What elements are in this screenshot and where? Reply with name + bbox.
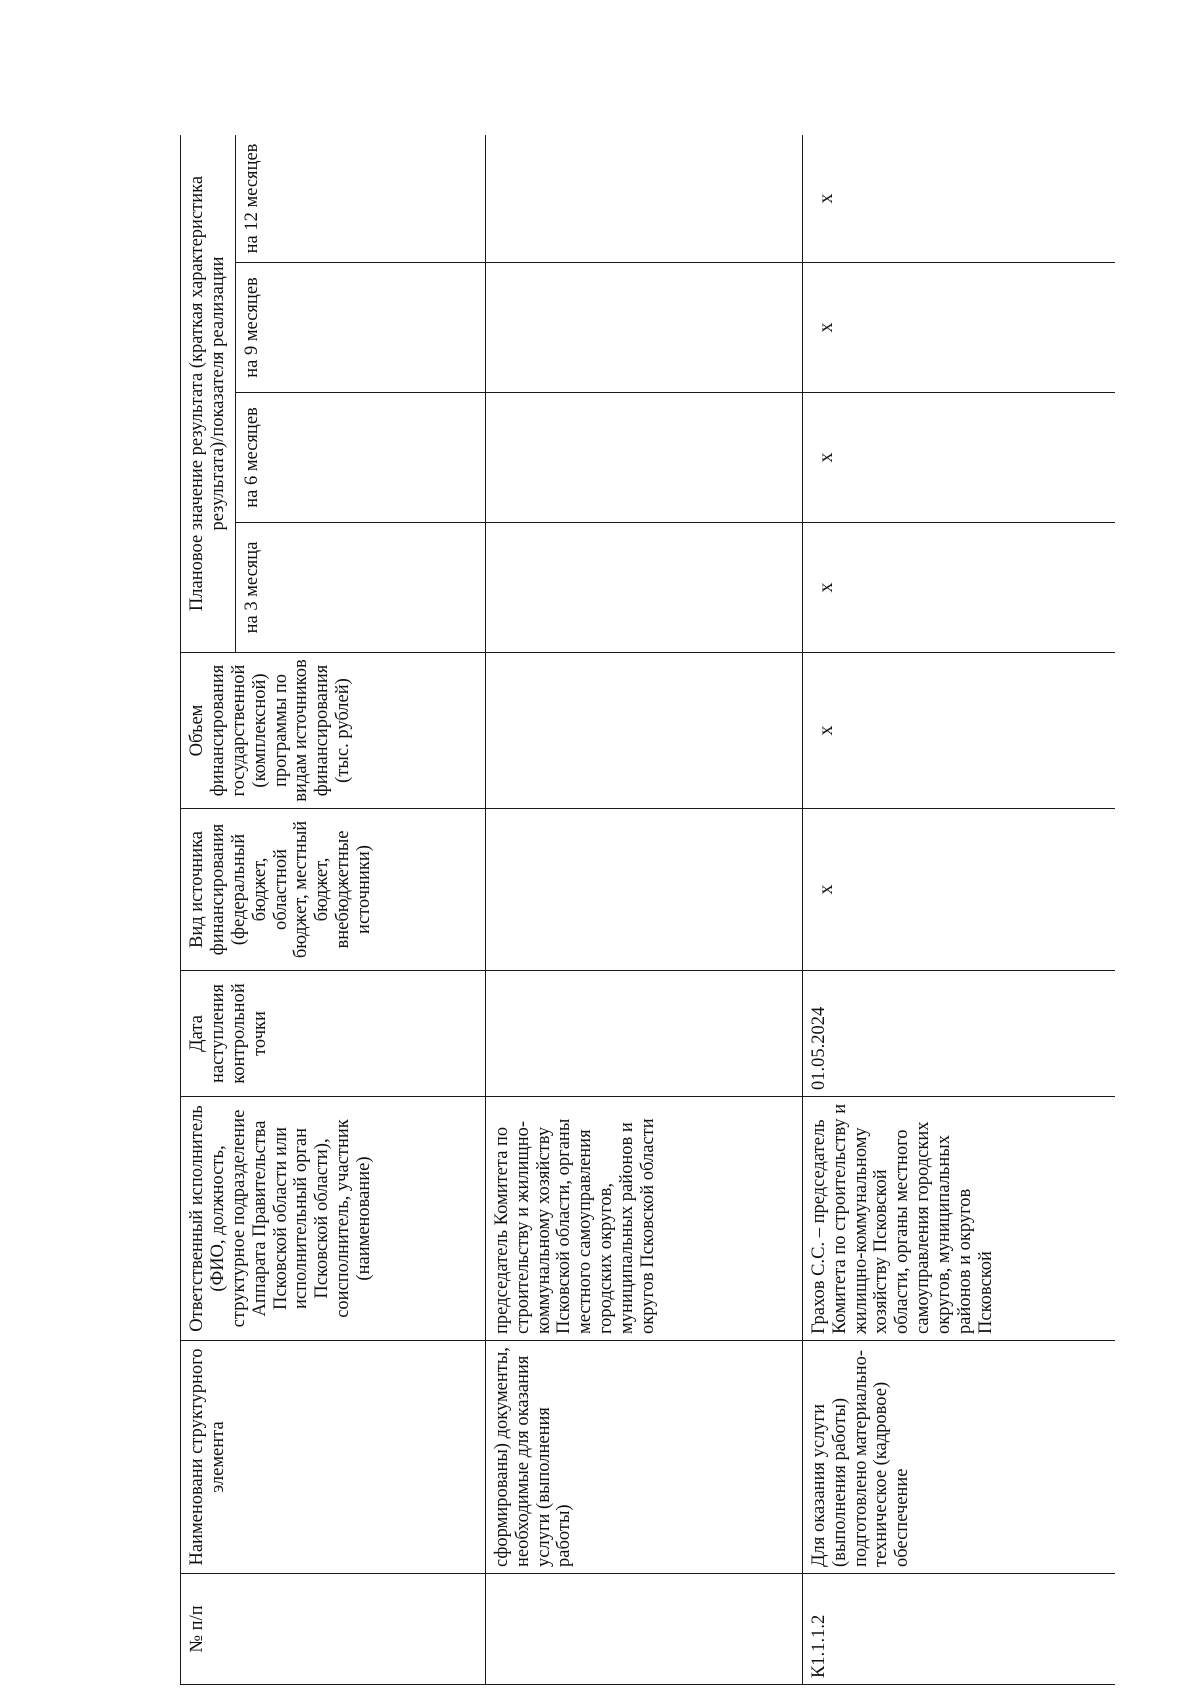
- row2-volume-text: х: [814, 725, 837, 736]
- row1-source: [485, 809, 802, 971]
- row1-name: [485, 1341, 802, 1574]
- header-date-text: Дата наступления контрольной точки: [187, 983, 270, 1084]
- header-m9: [235, 263, 485, 393]
- header-m3: [235, 523, 485, 653]
- rotated-table-content: [180, 135, 1115, 1685]
- row2-m12: [802, 135, 1115, 263]
- header-plan: [181, 135, 236, 653]
- header-responsible-text: Ответственный исполнитель (ФИО, должность, структурное подразделение Аппарата Правительства Псковской области или исполнительный орган Псковской области), соисполнитель, участник (наименование): [187, 1105, 375, 1332]
- rotated-table-frame: [180, 135, 1115, 1685]
- header-name: [181, 1341, 486, 1574]
- control-points-table: [180, 135, 1115, 1685]
- row2-date-text: 01.05.2024: [808, 1006, 829, 1090]
- table-row: [802, 135, 1115, 1685]
- row1-m3: [485, 523, 802, 653]
- row2-responsible-text: Грахов С.С. – председатель Комитета по строительству и жилищно-коммунальному хозяйству Псковской области, органы местного самоуправления городских округов, муниципальных районов и округов Псковской: [808, 1103, 996, 1334]
- row1-m6: [485, 393, 802, 523]
- header-m9-text: на 9 месяцев: [241, 277, 262, 378]
- row1-date: [485, 971, 802, 1097]
- header-row-top: [181, 135, 236, 1685]
- row1-num: [485, 1574, 802, 1685]
- row1-m9: [485, 263, 802, 393]
- header-source: [181, 809, 486, 971]
- header-source-text: Вид источника финансирования (федеральный бюджет, областной бюджет, местный бюджет, внебюджетные источники): [187, 820, 375, 959]
- header-responsible: [181, 1097, 486, 1341]
- row2-m12-text: х: [814, 193, 837, 204]
- header-volume-text: Объем финансирования государственной (комплексной) программы по видам источников финансирования (тыс. рублей): [187, 659, 354, 802]
- header-plan-text: Плановое значение результата (краткая характеристика результата)/показателя реализации: [187, 175, 228, 612]
- row1-m12: [485, 135, 802, 263]
- header-m12-text: на 12 месяцев: [241, 143, 262, 254]
- row2-m6: [802, 393, 1115, 523]
- row2-source-text: х: [814, 884, 837, 895]
- header-m6-text: на 6 месяцев: [241, 407, 262, 508]
- header-m3-text: на 3 месяца: [241, 541, 262, 634]
- row2-date: [802, 971, 1115, 1097]
- row2-m9: [802, 263, 1115, 393]
- header-m12: [235, 135, 485, 263]
- row1-responsible-text: председатель Комитета по строительству и жилищно-коммунальному хозяйству Псковской области, органы местного самоуправления городских округов, муниципальных районов и округов Псковской области: [491, 1118, 659, 1334]
- row2-source: [802, 809, 1115, 971]
- header-name-text: Наименовани структурного элемента: [187, 1348, 228, 1566]
- header-num-text: № п/п: [187, 1605, 207, 1653]
- row1-responsible: [485, 1097, 802, 1341]
- row2-num-text: К1.1.1.2: [808, 1614, 829, 1678]
- header-m6: [235, 393, 485, 523]
- row2-name: [802, 1341, 1115, 1574]
- row2-responsible: [802, 1097, 1115, 1341]
- row2-m6-text: х: [814, 452, 837, 463]
- row2-name-text: Для оказания услуги (выполнения работы) подготовлено материально-техническое (кадровое) обеспечение: [808, 1349, 913, 1567]
- row1-volume: [485, 653, 802, 809]
- header-date: [181, 971, 486, 1097]
- row2-volume: [802, 653, 1115, 809]
- row2-m3: [802, 523, 1115, 653]
- row1-name-text: сформированы) документы, необходимые для оказания услуги (выполнения работы): [491, 1347, 575, 1567]
- row2-m3-text: х: [814, 582, 837, 593]
- header-num: [181, 1574, 486, 1685]
- row2-num: [802, 1574, 1115, 1685]
- table-row: [485, 135, 802, 1685]
- row2-m9-text: х: [814, 322, 837, 333]
- header-volume: [181, 653, 486, 809]
